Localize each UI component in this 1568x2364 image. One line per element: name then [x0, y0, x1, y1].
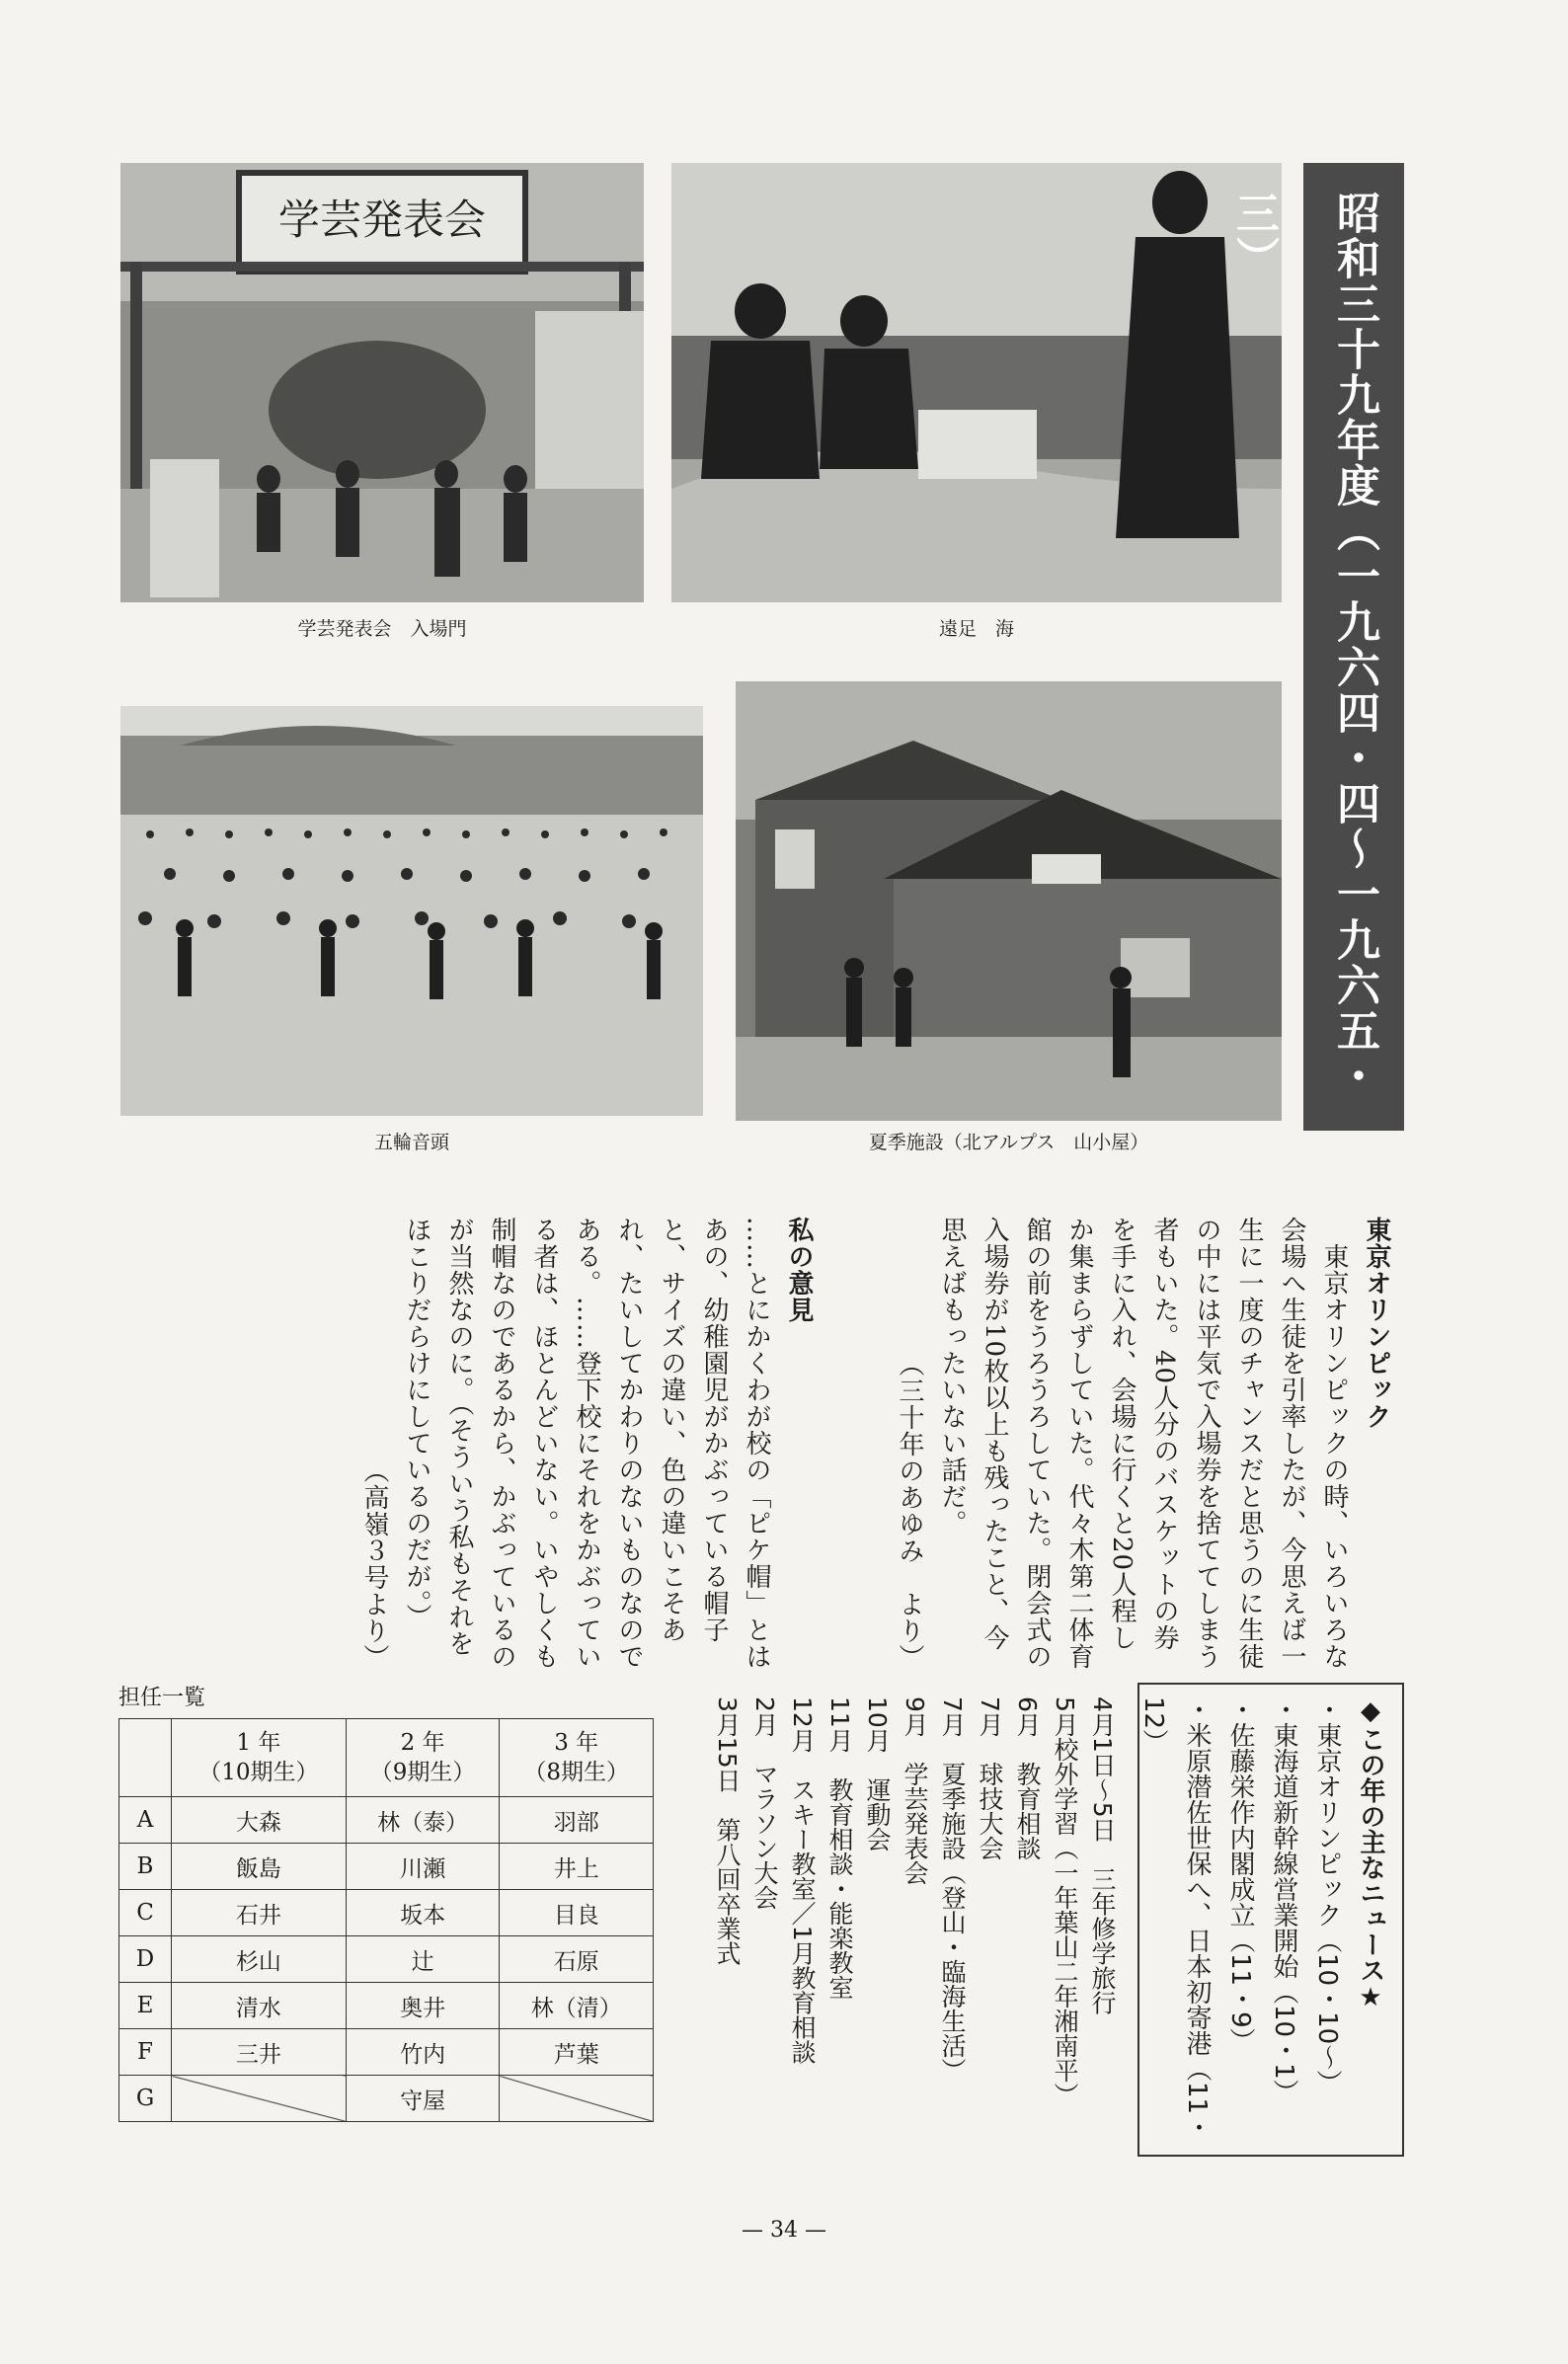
table-row [119, 1936, 654, 1983]
teacher-cell: 芦葉 [500, 2029, 654, 2076]
teacher-cell: 守屋 [346, 2076, 500, 2122]
table-row [119, 1890, 654, 1936]
photo-gakugei-gate [120, 163, 644, 602]
class-label: G [119, 2076, 172, 2122]
teacher-cell: 坂本 [346, 1890, 500, 1936]
header-year-2 [346, 1719, 500, 1797]
teacher-cell: 石原 [500, 1936, 654, 1983]
header-corner [119, 1719, 172, 1797]
event-item: 12月 スキー教室／1月教育相談 [788, 1696, 817, 2065]
teacher-cell: 辻 [346, 1936, 500, 1983]
photo-gakugei-gate-image [120, 163, 644, 602]
event-item: 5月校外学習（一年葉山二年湘南平） [1051, 1696, 1079, 2107]
photo-caption: 夏季施設（北アルプス 山小屋） [868, 1132, 1149, 1153]
teacher-cell: 羽部 [500, 1797, 654, 1844]
empty-cell [500, 2076, 654, 2122]
news-item: ・東京オリンピック（10・10〜） [1312, 1696, 1342, 2096]
class-label: E [119, 1983, 172, 2029]
article-heading: 私の意見 [784, 1217, 814, 1323]
event-item: 3月15日 第八回卒業式 [713, 1696, 742, 1966]
article-tokyo-olympic [894, 1217, 1397, 1671]
photo-ensoku-sea-image [671, 163, 1282, 602]
teacher-cell: 三井 [172, 2029, 347, 2076]
event-item: 7月 球技大会 [976, 1696, 1004, 1860]
teacher-cell: 井上 [500, 1844, 654, 1890]
event-item: 9月 学芸発表会 [901, 1696, 929, 1885]
photo-gorin-ondo-image [120, 706, 703, 1116]
header-year: 1 年 [236, 1730, 281, 1756]
table-row [119, 1797, 654, 1844]
header-year: 3 年 [554, 1730, 599, 1756]
class-label: C [119, 1890, 172, 1936]
news-box [1137, 1683, 1404, 2157]
header-year-3 [500, 1719, 654, 1797]
table-row [119, 1844, 654, 1890]
event-item: 4月1日〜5日 三年修学旅行 [1088, 1696, 1117, 2015]
table-row [119, 1983, 654, 2029]
teacher-cell: 飯島 [172, 1844, 347, 1890]
class-label: A [119, 1797, 172, 1844]
teacher-cell: 石井 [172, 1890, 347, 1936]
article-heading: 東京オリンピック [1362, 1217, 1391, 1430]
teacher-cell: 林（清） [500, 1983, 654, 2029]
table-header-row [119, 1719, 654, 1797]
header-term: （8期生） [523, 1760, 629, 1785]
photo-summer-hut-image [736, 681, 1282, 1121]
photo-caption: 遠足 海 [938, 618, 1014, 640]
news-item: ・佐藤栄作内閣成立（11・9） [1225, 1696, 1255, 2054]
empty-cell [172, 2076, 347, 2122]
news-item: ・米原潜佐世保へ、日本初寄港（11・12） [1138, 1696, 1212, 2141]
class-label: B [119, 1844, 172, 1890]
news-item: ・東海道新幹線営業開始（10・1） [1269, 1696, 1298, 2105]
photo-gorin-ondo [120, 706, 703, 1116]
teacher-cell: 大森 [172, 1797, 347, 1844]
event-item: 10月 運動会 [863, 1696, 892, 1852]
event-item: 6月 教育相談 [1013, 1696, 1042, 1860]
teachers-table [118, 1718, 654, 2122]
article-body: 東京オリンピックの時、いろいろな会場へ生徒を引率したが、今思えば一生に一度のチャンスだと思うのに生徒の中には平気で入場券を捨ててしまう者もいた。40人分のバスケットの券を手に入れ、会場に行くと20人程しか集まらずしていた。代々木第二体育館の前をうろうろしていた。閉会式の入場券が10枚以上も残ったこと、今思えばもったいない話だ。 [937, 1217, 1349, 1670]
header-year-1 [172, 1719, 347, 1797]
article-source: （三十年のあゆみ より） [895, 1351, 924, 1671]
teacher-cell: 林（泰） [346, 1797, 500, 1844]
header-term: （10期生） [198, 1760, 319, 1785]
photo-ensoku-sea [671, 163, 1282, 602]
teacher-cell: 竹内 [346, 2029, 500, 2076]
teachers-title: 担任一覧 [118, 1686, 206, 1710]
teacher-cell: 奥井 [346, 1983, 500, 2029]
photo-caption: 五輪音頭 [373, 1132, 449, 1153]
news-heading: ◆この年の主なニュース★ [1356, 1696, 1385, 2012]
event-item: 11月 教育相談・能楽教室 [825, 1696, 854, 2000]
article-source: （高嶺３号より） [359, 1458, 389, 1671]
table-row [119, 2029, 654, 2076]
events-list [671, 1696, 1121, 2131]
page-number: — 34 — [742, 2218, 826, 2243]
class-label: D [119, 1936, 172, 1983]
class-label: F [119, 2029, 172, 2076]
teacher-cell: 杉山 [172, 1936, 347, 1983]
photo-caption: 学芸発表会 入場門 [297, 618, 467, 640]
article-body: ……とにかくわが校の「ピケ帽」とはあの、幼稚園児がかぶっている帽子と、サイズの違い、色の違いこそあれ、たいしてかわりのないものなのである。……登下校にそれをかぶっている者は、ほとんどいない。いやしくも制帽なのであるから、かぶっているのが当然なのに。（そういう私もそれをほこりだらけにしているのだが。） [402, 1217, 771, 1670]
header-year: 2 年 [400, 1730, 445, 1756]
table-row [119, 2076, 654, 2122]
teacher-cell: 清水 [172, 1983, 347, 2029]
photo-summer-hut [736, 681, 1282, 1121]
header-term: （9期生） [369, 1760, 476, 1785]
event-item: 7月 夏季施設（登山・臨海生活） [938, 1696, 967, 2083]
event-item: 2月 マラソン大会 [750, 1696, 779, 1910]
gate-sign-text: 学芸発表会 [277, 196, 487, 244]
teacher-cell: 川瀬 [346, 1844, 500, 1890]
teacher-cell: 目良 [500, 1890, 654, 1936]
year-title-band: 昭和三十九年度（一九六四・四〜一九六五・三） [1303, 163, 1404, 1131]
article-my-opinion [306, 1217, 820, 1671]
